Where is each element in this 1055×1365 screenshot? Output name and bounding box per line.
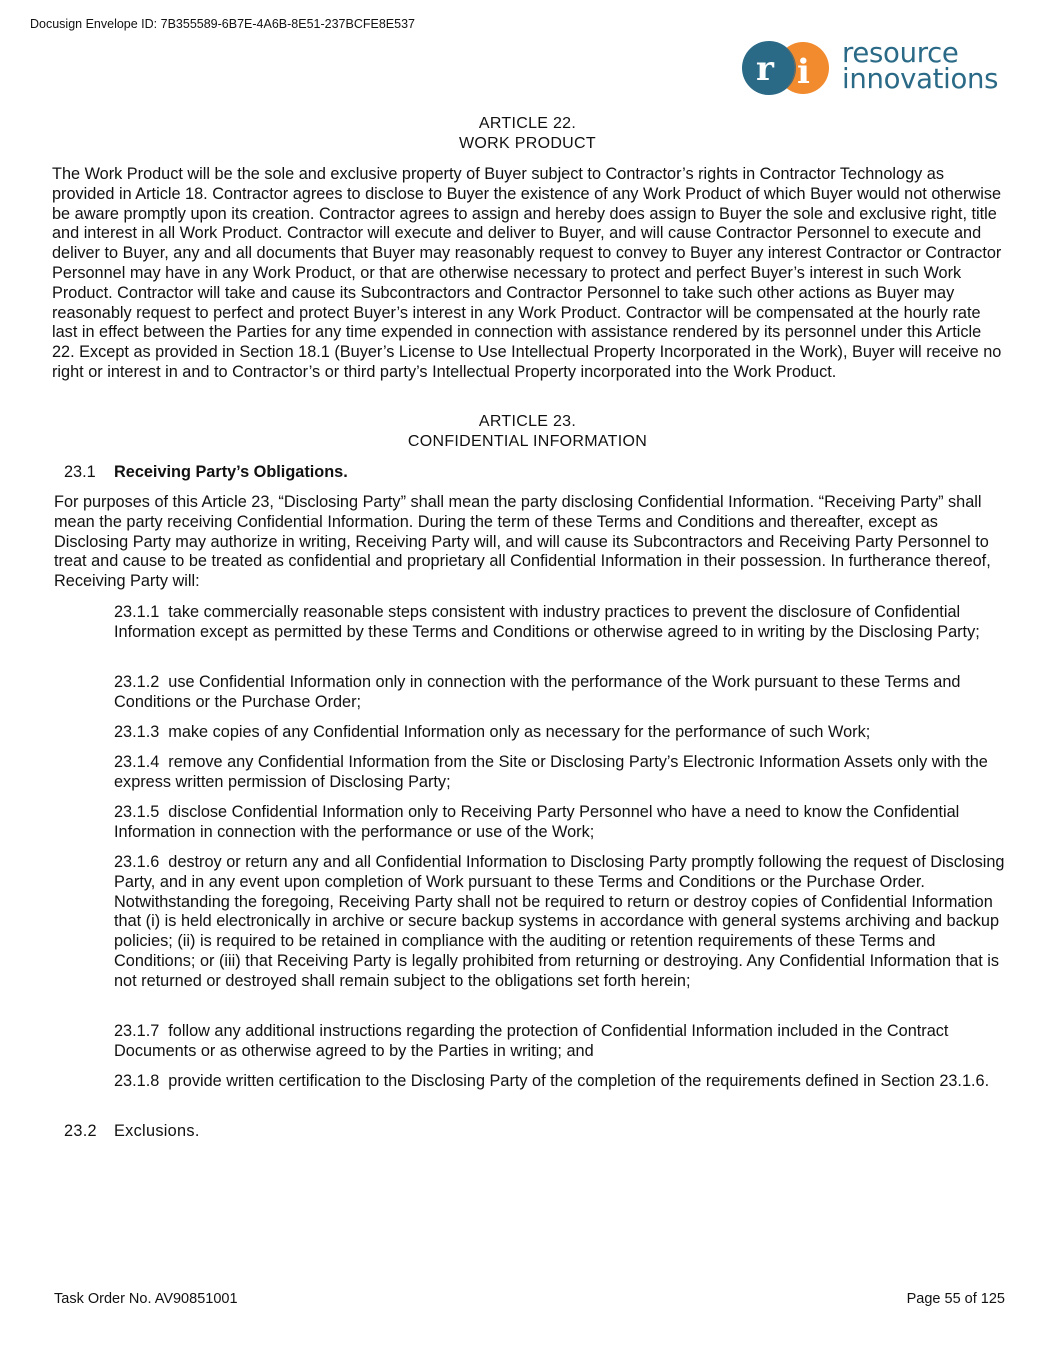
list-item: 23.1.7 follow any additional instructions regarding the protection of Confidential Information included in the Contract Documents or as otherwise agreed to by the Parties in writing; and [114,1022,949,1060]
svg-text:i: i [797,52,810,92]
list-item: 23.1.5 disclose Confidential Information only to Receiving Party Personnel who have a need to know the Confidential Information in connection with the performance or use of the Work; [114,803,960,841]
article-22-number: ARTICLE 22. [478,115,577,132]
svg-text:r: r [756,49,774,89]
list-item: 23.1.3 make copies of any Confidential Information only as necessary for the performance of such Work; [114,723,871,741]
article-22-body: The Work Product will be the sole and exclusive property of Buyer subject to Contractor’s rights in Contractor Technology as provided in Article 18. Contractor agrees to disclose to Buyer the existence of any Work Product of which Buyer would not otherwise be aware promptly upon its creation. Contractor agrees to assign and hereby does assign to Buyer the sole and exclusive right, title and interest in all Work Product. Contractor will execute and deliver to Buyer, and will cause Contractor Personnel to execute and deliver to Buyer, any and all documents that Buyer may reasonably request to convey to Buyer any interest Contractor or Contractor Personnel may have in any Work Product, or that are otherwise necessary to protect and perfect Buyer’s interest in such Work Product. Contractor will take and cause its Subcontractors and Contractor Personnel to take such other actions as Buyer may reasonably request to perfect and protect Buyer’s interest in any Work Product. Contractor will be compensated at the hourly rate last in effect between the Parties for any time expended in connection with assistance rendered by its personnel under this Article 22. Except as provided in Section 18.1 (Buyer’s License to Use Intellectual Property Incorporated in the Work), Buyer will receive no right or interest in and to Contractor’s or third party’s Intellectual Property incorporated into the Work Product. [52,165,1002,381]
list-item: 23.1.6 destroy or return any and all Confidential Information to Disclosing Party promptly following the request of Disclosing Party, and in any event upon completion of Work pursuant to these Terms and Conditions or the Purchase Order. Notwithstanding the foregoing, Receiving Party shall not be required to return or destroy copies of Confidential Information that (i) is held electronically in archive or secure backup systems in accordance with general systems archiving and backup policies; (ii) is required to be retained in compliance with the auditing or retention requirements of these Terms and Conditions; or (iii) that Receiving Party is legally prohibited from returning or destroying. Any Confidential Information that is not returned or destroyed shall remain subject to the obligations set forth herein; [114,853,1005,990]
article-23-number: ARTICLE 23. [478,413,577,430]
section-23-2-heading: 23.2 Exclusions. [64,1122,200,1140]
list-item: 23.1.2 use Confidential Information only in connection with the performance of the Work pursuant to these Terms and Conditions or the Purchase Order; [114,673,961,711]
ri-logo-mark-icon [741,40,833,96]
logo-wordmark: resource innovations [842,37,999,95]
envelope-id: Docusign Envelope ID: 7B355589-6B7E-4A6B-8E51-237BCFE8E537 [30,17,415,31]
article-23-intro: For purposes of this Article 23, “Disclosing Party” shall mean the party disclosing Confidential Information. “Receiving Party” shall mean the party receiving Confidential Information. During the term of these Terms and Conditions and thereafter, except as Disclosing Party may authorize in writing, Receiving Party will, and will cause its Subcontractors and Receiving Party Personnel to treat and cause to be treated as confidential and proprietary all Confidential Information in their possession. In furtherance thereof, Receiving Party will: [54,493,991,591]
footer-page-number: Page 55 of 125 [906,1291,1005,1307]
section-23-1-heading: 23.1 Receiving Party’s Obligations. [64,463,348,481]
footer-task-order: Task Order No. AV90851001 [54,1291,238,1307]
list-item: 23.1.4 remove any Confidential Information from the Site or Disclosing Party’s Electronic Information Assets only with the express written permission of Disclosing Party; [114,753,988,791]
list-item: 23.1.8 provide written certification to the Disclosing Party of the completion of the requirements defined in Section 23.1.6. [114,1072,990,1090]
list-item: 23.1.1 take commercially reasonable steps consistent with industry practices to prevent the disclosure of Confidential Information except as permitted by these Terms and Conditions or otherwise agreed to in writing by the Disclosing Party; [114,603,980,641]
company-logo [741,37,1011,96]
article-22-title: WORK PRODUCT [459,135,596,152]
article-23-title: CONFIDENTIAL INFORMATION [407,433,648,450]
